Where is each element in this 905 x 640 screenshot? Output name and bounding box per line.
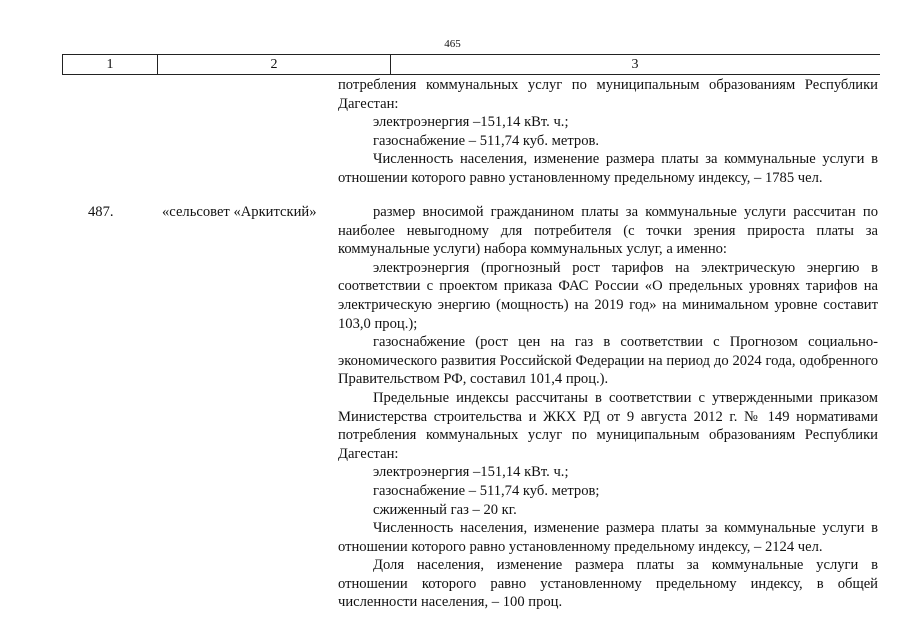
population-paragraph: Численность населения, изменение размера платы за коммунальные услуги в отношении которого равно установленному предельному индексу, – 2124 чел. [338,520,878,555]
row-487-description [338,203,878,612]
municipality-name: «сельсовет «Аркитский» [162,204,317,220]
indexes-paragraph: Предельные индексы рассчитаны в соответствии с утвержденными приказом Министерства строительства и ЖКХ РД от 9 августа 2012 г. № 149 нормативами потребления коммунальных услуг по муниципальным образованиям Республики Дагестан: [338,389,878,462]
electricity-norm: электроэнергия –151,14 кВт. ч.; [373,114,569,131]
population-paragraph: Численность населения, изменение размера платы за коммунальные услуги в отношении которого равно установленному предельному индексу, – 1785 чел. [338,151,878,186]
column-header-1: 1 [63,55,158,74]
table-header [62,54,880,75]
gas-norm: газоснабжение – 511,74 куб. метров. [373,132,600,149]
page-number: 465 [444,38,461,50]
population-share-paragraph: Доля населения, изменение размера платы за коммунальные услуги в отношении которого равно установленному предельному индексу, в общей численности населения, – 100 проц. [338,557,878,611]
continuation-block [338,76,878,188]
lpg-norm: сжиженный газ – 20 кг. [373,501,517,518]
electricity-norm: электроэнергия –151,14 кВт. ч.; [373,464,569,481]
description-paragraph: размер вносимой гражданином платы за коммунальные услуги рассчитан по наиболее невыгодному для потребителя (с точки зрения прироста платы за коммунальные услуги) набора коммунальных услуг, а именно: [338,204,878,258]
continuation-paragraph: потребления коммунальных услуг по муниципальным образованиям Республики Дагестан: [338,77,878,112]
row-number: 487. [88,204,114,220]
gas-norm: газоснабжение – 511,74 куб. метров; [373,482,600,499]
column-header-3: 3 [631,57,639,72]
column-header-2: 2 [158,55,391,74]
electricity-paragraph: электроэнергия (прогнозный рост тарифов на электрическую энергию в соответствии с проектом приказа ФАС России «О предельных уровнях тарифов на электрическую энергию (мощность) на 2019 год» на минимальном уровне составит 103,0 проц.); [338,259,878,332]
gas-paragraph: газоснабжение (рост цен на газ в соответствии с Прогнозом социально-экономического развития Российской Федерации на период до 2024 года, одобренного Правительством РФ, составил 101,4 проц.). [338,334,878,388]
